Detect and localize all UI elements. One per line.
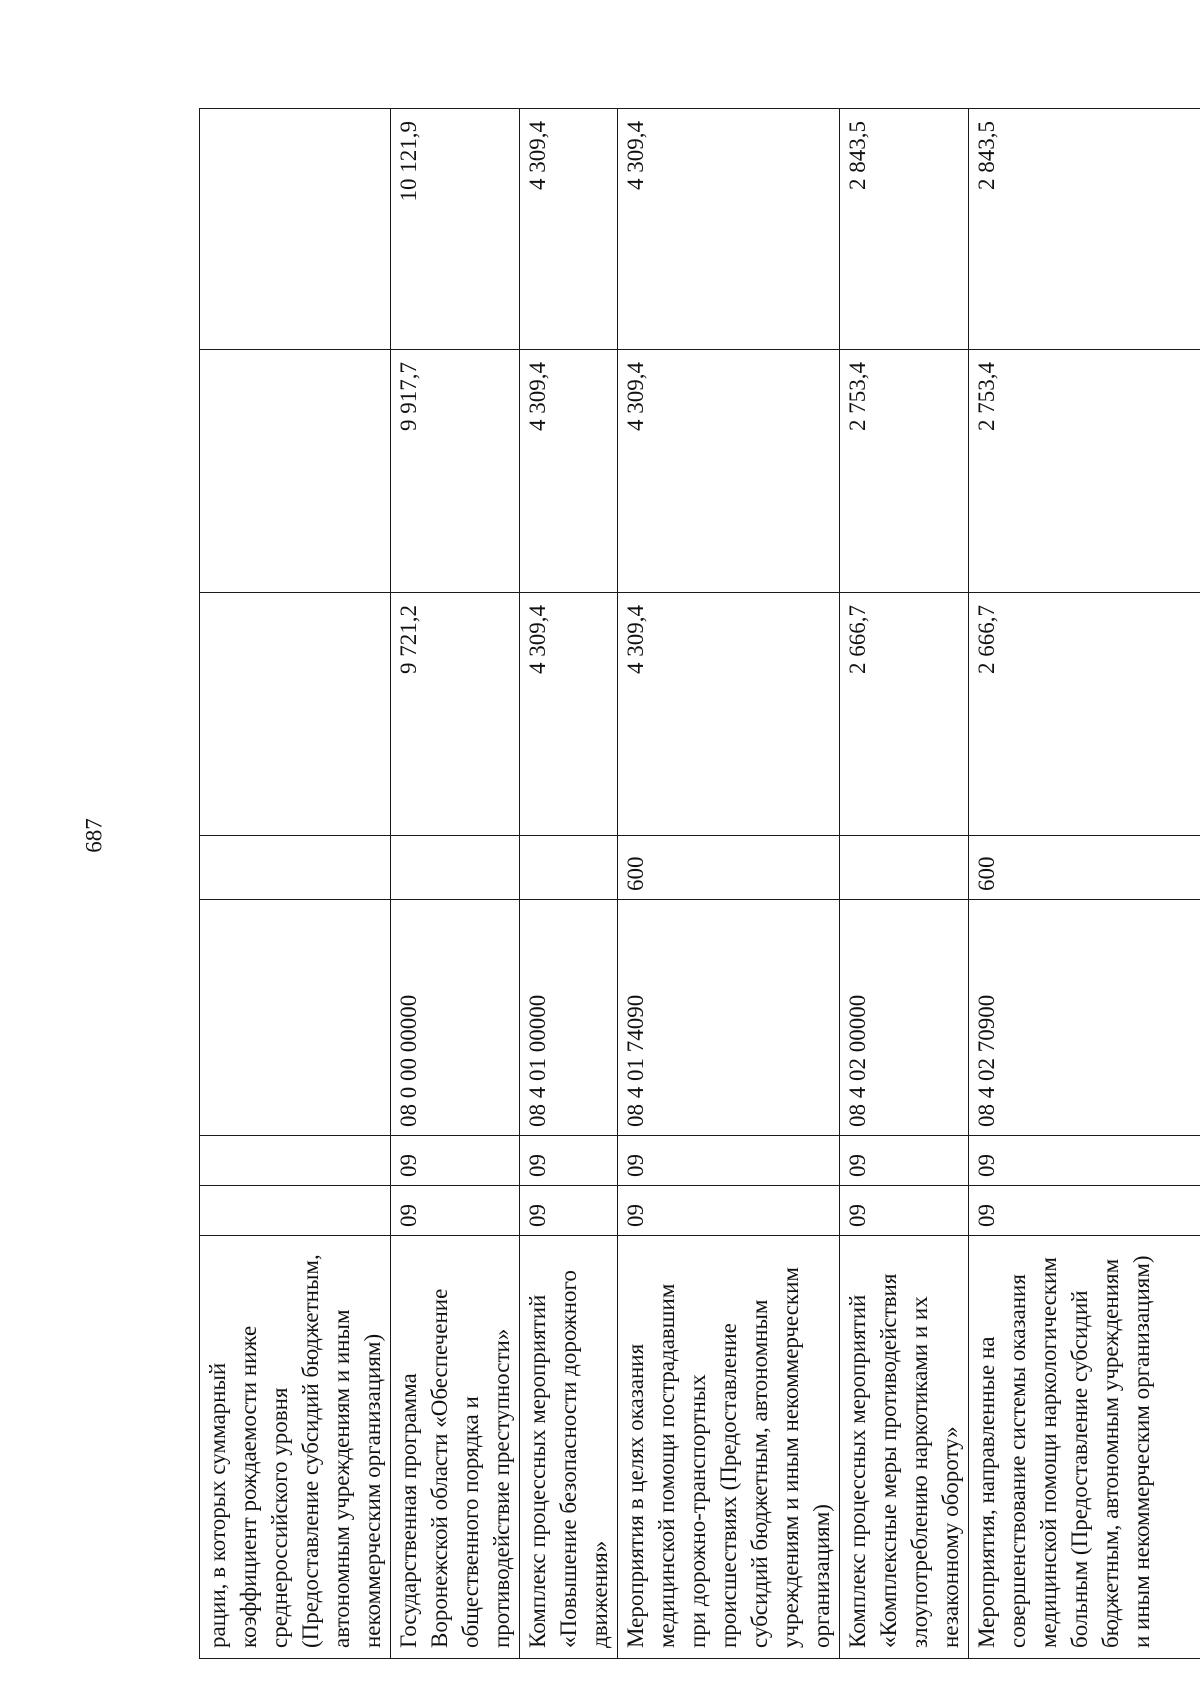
- budget-table-rotated: [199, 109, 1154, 1659]
- table-body: [200, 109, 1200, 1659]
- row-amount-2: 4 309,4: [520, 350, 618, 593]
- row-expense-type-code: [391, 836, 520, 900]
- table-row: [969, 109, 1200, 1659]
- row-amount-3: 4 309,4: [618, 109, 840, 350]
- row-amount-1: 4 309,4: [520, 593, 618, 836]
- table-row: [520, 109, 618, 1659]
- table-row: [200, 109, 391, 1659]
- row-subsection-code: 09: [618, 1136, 840, 1186]
- row-amount-3: 2 843,5: [969, 109, 1200, 350]
- row-subsection-code: 09: [520, 1136, 618, 1186]
- row-amount-2: [200, 350, 391, 593]
- row-description: Государственная программа Воронежской области «Обеспечение общественного порядка и противодействие преступности»: [391, 1236, 520, 1659]
- row-target-article-code: 08 4 02 00000: [840, 900, 969, 1136]
- table-row: [618, 109, 840, 1659]
- row-amount-2: 2 753,4: [840, 350, 969, 593]
- row-description: рации, в которых суммарный коэффициент рождаемости ниже среднероссийского уровня (Предоставление субсидий бюджетным, автономным учреждениям и иным некоммерческим организациям): [200, 1236, 391, 1659]
- row-section-code: 09: [969, 1186, 1200, 1236]
- row-section-code: 09: [840, 1186, 969, 1236]
- row-expense-type-code: [520, 836, 618, 900]
- row-target-article-code: 08 4 01 00000: [520, 900, 618, 1136]
- row-amount-1: 9 721,2: [391, 593, 520, 836]
- row-amount-1: 2 666,7: [969, 593, 1200, 836]
- row-amount-2: 9 917,7: [391, 350, 520, 593]
- row-section-code: 09: [618, 1186, 840, 1236]
- row-target-article-code: 08 0 00 00000: [391, 900, 520, 1136]
- row-description: Комплекс процессных мероприятий «Повышение безопасности дорожного движения»: [520, 1236, 618, 1659]
- row-amount-1: 4 309,4: [618, 593, 840, 836]
- row-amount-1: [200, 593, 391, 836]
- row-amount-3: 4 309,4: [520, 109, 618, 350]
- row-amount-3: [200, 109, 391, 350]
- row-description: Мероприятия в целях оказания медицинской помощи пострадавшим при дорожно-транспортных происшествиях (Предоставление субсидий бюджетным, автономным учреждениям и иным некоммерческим организациям): [618, 1236, 840, 1659]
- row-target-article-code: [200, 900, 391, 1136]
- row-target-article-code: 08 4 02 70900: [969, 900, 1200, 1136]
- row-amount-1: 2 666,7: [840, 593, 969, 836]
- row-expense-type-code: 600: [969, 836, 1200, 900]
- row-amount-3: 2 843,5: [840, 109, 969, 350]
- page-number: 687: [81, 818, 107, 853]
- row-expense-type-code: [200, 836, 391, 900]
- budget-table: [199, 108, 1200, 1659]
- row-expense-type-code: 600: [618, 836, 840, 900]
- row-amount-2: 2 753,4: [969, 350, 1200, 593]
- row-subsection-code: 09: [840, 1136, 969, 1186]
- row-description: Мероприятия, направленные на совершенствование системы оказания медицинской помощи наркологическим больным (Предоставление субсидий бюджетным, автономным учреждениям и иным некоммерческим организациям): [969, 1236, 1200, 1659]
- row-amount-3: 10 121,9: [391, 109, 520, 350]
- row-target-article-code: 08 4 01 74090: [618, 900, 840, 1136]
- table-row: [840, 109, 969, 1659]
- row-subsection-code: 09: [391, 1136, 520, 1186]
- row-section-code: 09: [391, 1186, 520, 1236]
- row-section-code: [200, 1186, 391, 1236]
- row-section-code: 09: [520, 1186, 618, 1236]
- row-subsection-code: [200, 1136, 391, 1186]
- table-row: [391, 109, 520, 1659]
- row-amount-2: 4 309,4: [618, 350, 840, 593]
- row-description: Комплекс процессных мероприятий «Комплексные меры противодействия злоупотреблению наркотиками и их незаконному обороту»: [840, 1236, 969, 1659]
- row-subsection-code: 09: [969, 1136, 1200, 1186]
- row-expense-type-code: [840, 836, 969, 900]
